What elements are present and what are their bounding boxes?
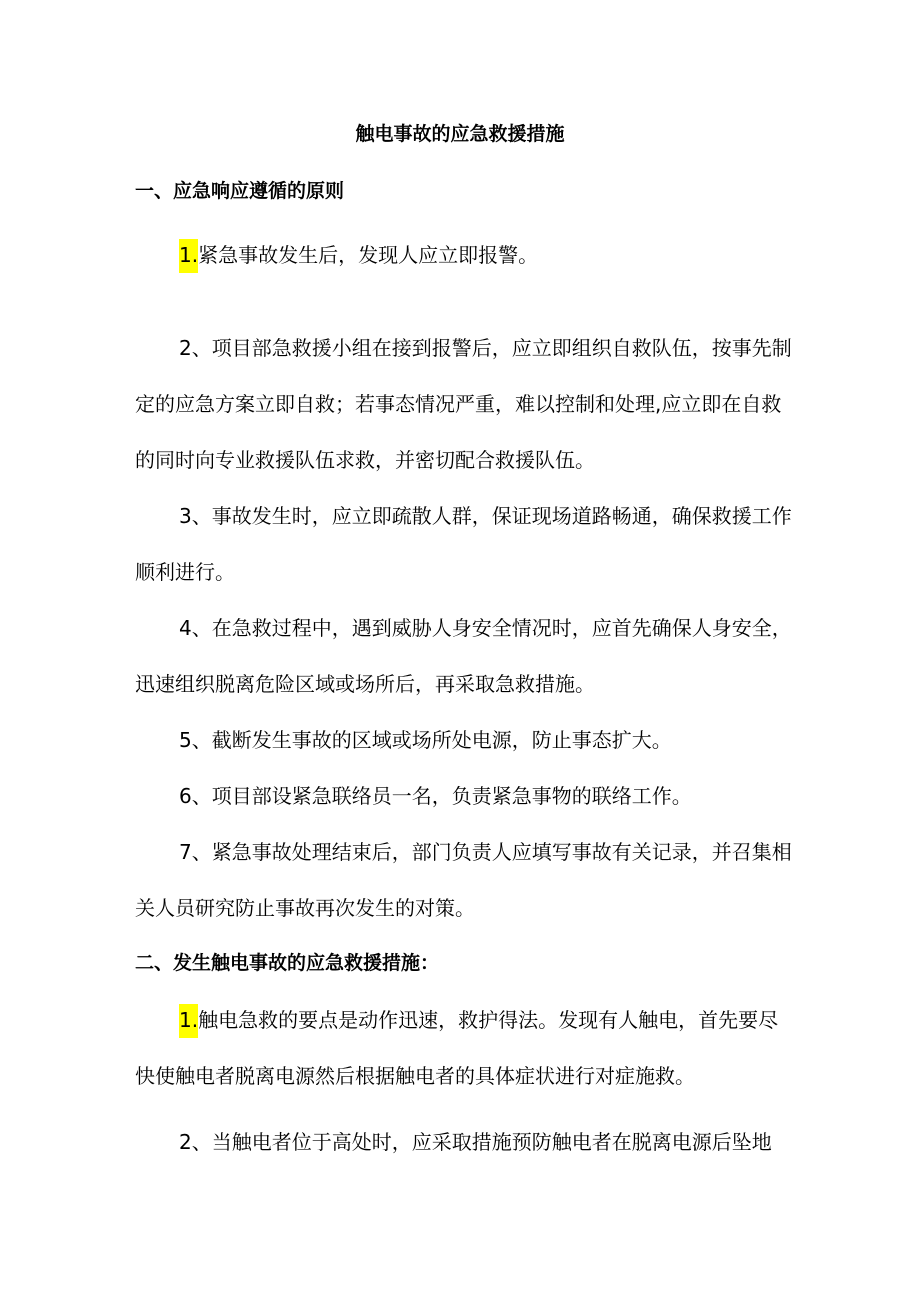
paragraph-number-highlighted: 1. (179, 1004, 198, 1038)
paragraph-text: 项目部急救援小组在接到报警后，应立即组织自救队伍，按事先制定的应急方案立即自救；若事态情况严重，难以控制和处理,应立即在自救的同时向专业救援队伍求救，并密切配合救援队伍。 (135, 336, 792, 472)
paragraph-number: 3、 (179, 504, 212, 528)
paragraph-number: 2、 (179, 1130, 212, 1154)
document-title: 触电事故的应急救援措施 (355, 123, 565, 145)
paragraph-text: 触电急救的要点是动作迅速，救护得法。发现有人触电，首先要尽快使触电者脱离电源然后根据触电者的具体症状进行对症施救。 (135, 1008, 779, 1088)
paragraph-text: 截断发生事故的区域或场所处电源，防止事态扩大。 (211, 728, 672, 752)
paragraph-text: 紧急事故发生后，发现人应立即报警。 (198, 243, 539, 267)
paragraph-1-1 (135, 227, 795, 283)
paragraph-1-6 (135, 768, 795, 824)
paragraph-1-5 (135, 712, 795, 768)
paragraph-number: 2、 (179, 336, 212, 360)
section-heading-2: 二、发生触电事故的应急救援措施： (135, 952, 440, 974)
paragraph-number: 4、 (179, 616, 212, 640)
paragraph-number: 5、 (179, 728, 212, 752)
paragraph-1-2 (135, 320, 795, 488)
paragraph-1-3 (135, 488, 795, 600)
paragraph-text: 当触电者位于高处时，应采取措施预防触电者在脱离电源后坠地 (211, 1130, 772, 1154)
section-heading-1: 一、应急响应遵循的原则 (135, 180, 345, 202)
paragraph-2-2 (135, 1114, 795, 1170)
paragraph-1-4 (135, 600, 795, 712)
paragraph-2-1 (135, 992, 795, 1104)
paragraph-number: 6、 (179, 784, 212, 808)
paragraph-text: 项目部设紧急联络员一名，负责紧急事物的联络工作。 (211, 784, 692, 808)
paragraph-text: 紧急事故处理结束后，部门负责人应填写事故有关记录，并召集相关人员研究防止事故再次发生的对策。 (135, 840, 792, 920)
paragraph-number-highlighted: 1. (179, 239, 198, 273)
paragraph-1-7 (135, 824, 795, 936)
paragraph-text: 事故发生时，应立即疏散人群，保证现场道路畅通，确保救援工作顺利进行。 (135, 504, 792, 584)
paragraph-number: 7、 (179, 840, 212, 864)
paragraph-text: 在急救过程中，遇到威胁人身安全情况时，应首先确保人身安全，迅速组织脱离危险区域或场所后，再采取急救措施。 (135, 616, 792, 696)
